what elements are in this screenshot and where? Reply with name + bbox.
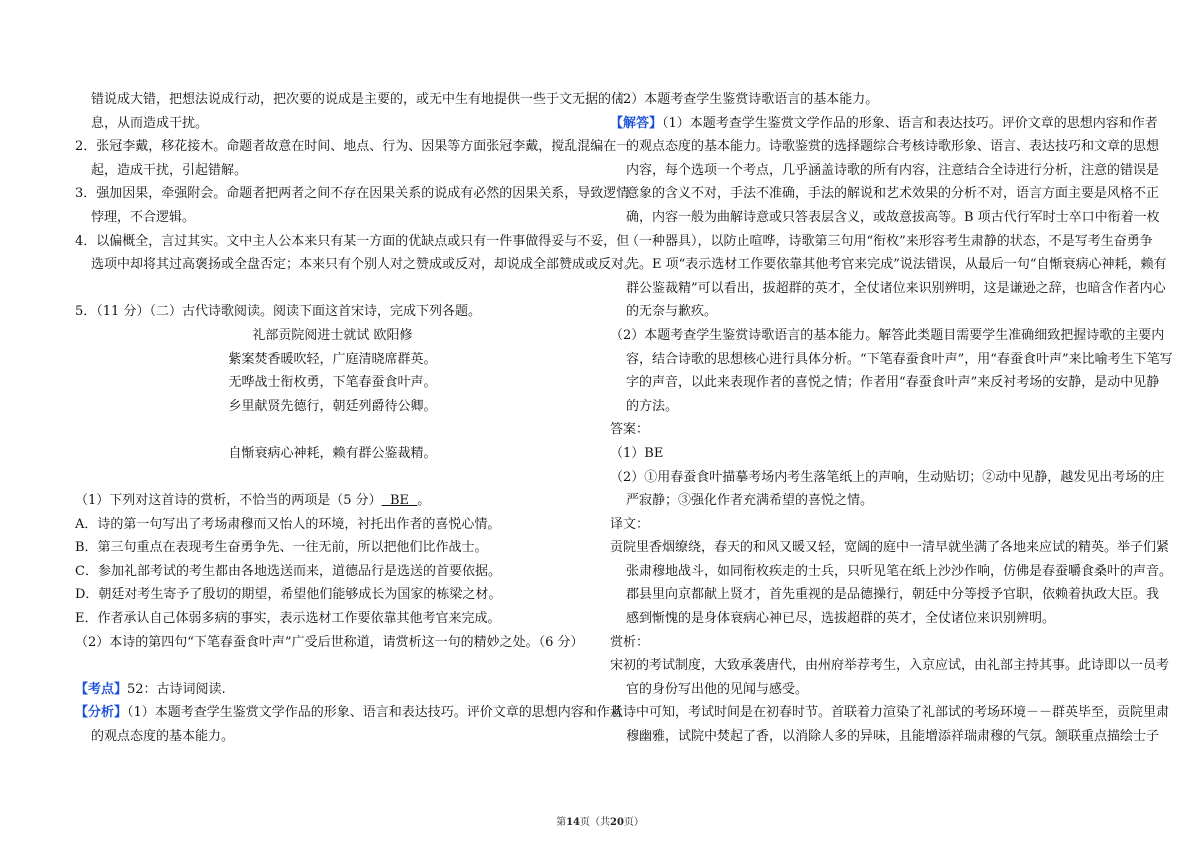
text-line: 群公鉴裁精”可以看出，拔超群的英才，全仗诸位来识别辨明，这是谦逊之辞，也暗含作者内心 bbox=[626, 280, 1166, 296]
question-text: （1）下列对这首诗的赏析，不恰当的两项是（5 分） bbox=[75, 493, 382, 509]
list-item-3: 3．强加因果，牵强附会。命题者把两者之间不存在因果关系的说成有必然的因果关系，导致逻情 bbox=[75, 186, 630, 202]
fenxi-tag: 【分析】 bbox=[75, 705, 128, 721]
text-line: 起，造成干扰，引起错解。 bbox=[91, 162, 248, 178]
page-number: 14 bbox=[566, 817, 580, 828]
kaodian-tag: 【考点】 bbox=[75, 681, 128, 697]
punctuation: 。 bbox=[417, 493, 431, 509]
footer-text: 页（共 bbox=[580, 817, 610, 828]
text-line: 错说成大错，把想法说成行动，把次要的说成是主要的，或无中生有地提供一些于文无据的信 bbox=[91, 92, 625, 107]
text-line: 官的身份写出他的见闻与感受。 bbox=[626, 681, 809, 697]
right-column bbox=[610, 88, 1173, 749]
text-line: 感到惭愧的是身体衰病心神已尽，选拔超群的英才，全仗诸位来识别辨明。 bbox=[626, 611, 1056, 627]
text-line: 严寂静；③强化作者充满希望的喜悦之情。 bbox=[626, 493, 874, 509]
text-line: 的方法。 bbox=[626, 398, 679, 414]
answer-1: （1）BE bbox=[610, 445, 664, 461]
total-pages: 20 bbox=[610, 817, 624, 828]
text-line: 确，内容一般为曲解诗意或只答表层含义，或故意拔高等。B 项古代行军时士卒口中衔着一枚 bbox=[626, 209, 1160, 225]
appreciation-text: 从诗中可知，考试时间是在初春时节。首联着力渲染了礼部试的考场环境－－群英毕至，贡院里肃 bbox=[610, 705, 1170, 721]
poem-title: 礼部贡院阅进士就试 欧阳修 bbox=[252, 327, 413, 343]
text-line: 穆幽雅，试院中焚起了香，以消除人多的异味，且能增添祥瑞肃穆的气氛。颔联重点描绘士子 bbox=[626, 729, 1160, 745]
text-line: 内容，每个选项一个考点，几乎涵盖诗歌的所有内容，注意结合全诗进行分析，注意的错误是 bbox=[626, 162, 1160, 178]
poem-line: 自惭衰病心神耗，赖有群公鉴裁精。 bbox=[228, 445, 437, 461]
text-line: （一种器具），以防止喧哗，诗歌第三句用“衔枚”来形容考生肃静的状态，不是写考生奋勇争 bbox=[626, 233, 1153, 249]
sub-question-1 bbox=[75, 489, 590, 513]
translation-text: 贡院里香烟缭绕，春天的和风又暖又轻，宽阔的庭中一清早就坐满了各地来应试的精英。举子们紧 bbox=[610, 540, 1170, 556]
poem-line: 无哗战士衔枚勇，下笔春蚕食叶声。 bbox=[228, 375, 437, 391]
text-line: 张肃穆地战斗，如同衔枚疾走的士兵，只听见笔在纸上沙沙作响，仿佛是春蚕嚼食桑叶的声音。 bbox=[626, 563, 1173, 579]
text-line: 字的声音，以此来表现作者的喜悦之情；作者用“春蚕食叶声”来反衬考场的安静，是动中见静 bbox=[626, 375, 1160, 391]
jieda-line bbox=[610, 112, 1158, 136]
text-line: （2）本题考查学生鉴赏诗歌语言的基本能力。解答此类题目需要学生准确细致把握诗歌的主要内 bbox=[610, 327, 1165, 343]
appreciation-text: 宋初的考试制度，大致承袭唐代，由州府举荐考生，入京应试，由礼部主持其事。此诗即以一员考 bbox=[610, 658, 1170, 674]
text-line: 意象的含义不对，手法不准确，手法的解说和艺术效果的分析不对，语言方面主要是风格不正 bbox=[626, 186, 1160, 202]
poem-line: 紫案焚香暖吹轻，广庭清晓席群英。 bbox=[228, 351, 437, 367]
fenxi-line bbox=[75, 701, 623, 725]
sub-question-2: （2）本诗的第四句“下笔春蚕食叶声”广受后世称道，请赏析这一句的精妙之处。（6 分） bbox=[75, 634, 584, 650]
text-line: 的观点态度的基本能力。诗歌鉴赏的选择题综合考核诗歌形象、语言、表达技巧和文章的思想 bbox=[626, 139, 1160, 155]
option-a: A．诗的第一句写出了考场肃穆而又怡人的环境，衬托出作者的喜悦心情。 bbox=[75, 516, 501, 532]
footer-text: 第 bbox=[556, 817, 567, 828]
option-d: D．朝廷对考生寄予了殷切的期望，希望他们能够成长为国家的栋梁之材。 bbox=[75, 587, 502, 603]
appreciation-label: 赏析： bbox=[610, 634, 650, 650]
list-item-4: 4．以偏概全，言过其实。文中主人公本来只有某一方面的优缺点或只有一件事做得妥与不妥，但 bbox=[75, 233, 630, 249]
kaodian-line bbox=[75, 678, 590, 702]
poem-line: 乡里献贤先德行，朝廷列爵待公卿。 bbox=[228, 398, 437, 414]
footer-text: 页） bbox=[623, 817, 644, 828]
text-line: 悖理，不合逻辑。 bbox=[91, 209, 196, 225]
translation-label: 译文： bbox=[610, 516, 650, 532]
page-footer bbox=[0, 813, 1200, 828]
option-b: B．第三句重点在表现考生奋勇争先、一往无前，所以把他们比作战士。 bbox=[75, 540, 488, 556]
fenxi-text: （1）本题考查学生鉴赏文学作品的形象、语言和表达技巧。评价文章的思想内容和作者 bbox=[127, 705, 623, 721]
list-item-2: 2．张冠李戴，移花接木。命题者故意在时间、地点、行为、因果等方面张冠李戴，搅乱混编在一 bbox=[75, 139, 630, 155]
text-line: 息，从而造成干扰。 bbox=[91, 115, 209, 131]
text-line: （2）本题考查学生鉴赏诗歌语言的基本能力。 bbox=[610, 92, 879, 107]
answer-blank: BE bbox=[381, 493, 418, 509]
text-line: 容，结合诗歌的思想核心进行具体分析。“下笔春蚕食叶声”，用“春蚕食叶声”来比喻考生下笔写 bbox=[626, 351, 1173, 367]
kaodian-text: 52：古诗词阅读. bbox=[127, 681, 226, 697]
answer-label: 答案： bbox=[610, 422, 650, 438]
jieda-tag: 【解答】 bbox=[610, 115, 663, 131]
option-c: C．参加礼部考试的考生都由各地选送而来，道德品行是选送的首要依据。 bbox=[75, 563, 501, 579]
text-line: 选项中却将其过高褒扬或全盘否定；本来只有个别人对之赞成或反对，却说成全部赞成或反对。 bbox=[91, 257, 638, 273]
jieda-text: （1）本题考查学生鉴赏文学作品的形象、语言和表达技巧。评价文章的思想内容和作者 bbox=[662, 115, 1158, 131]
text-line: 的无奈与歉疚。 bbox=[626, 304, 718, 320]
text-line: 的观点态度的基本能力。 bbox=[91, 729, 235, 745]
text-line: 先。E 项“表示选材工作要依靠其他考官来完成”说法错误，从最后一句“自惭衰病心神耗，赖有 bbox=[626, 257, 1167, 273]
answer-2: （2）①用春蚕食叶描摹考场内考生落笔纸上的声响，生动贴切；②动中见静，越发见出考场的庄 bbox=[610, 469, 1165, 485]
text-line: 郡县里向京都献上贤才，首先重视的是品德操行，朝廷中分等授予官职，依赖着执政大臣。我 bbox=[626, 587, 1160, 603]
option-e: E．作者承认自己体弱多病的事实，表示选材工作要依靠其他考官来完成。 bbox=[75, 611, 501, 627]
question-5-heading: 5．（11 分）（二）古代诗歌阅读。阅读下面这首宋诗，完成下列各题。 bbox=[75, 304, 481, 320]
